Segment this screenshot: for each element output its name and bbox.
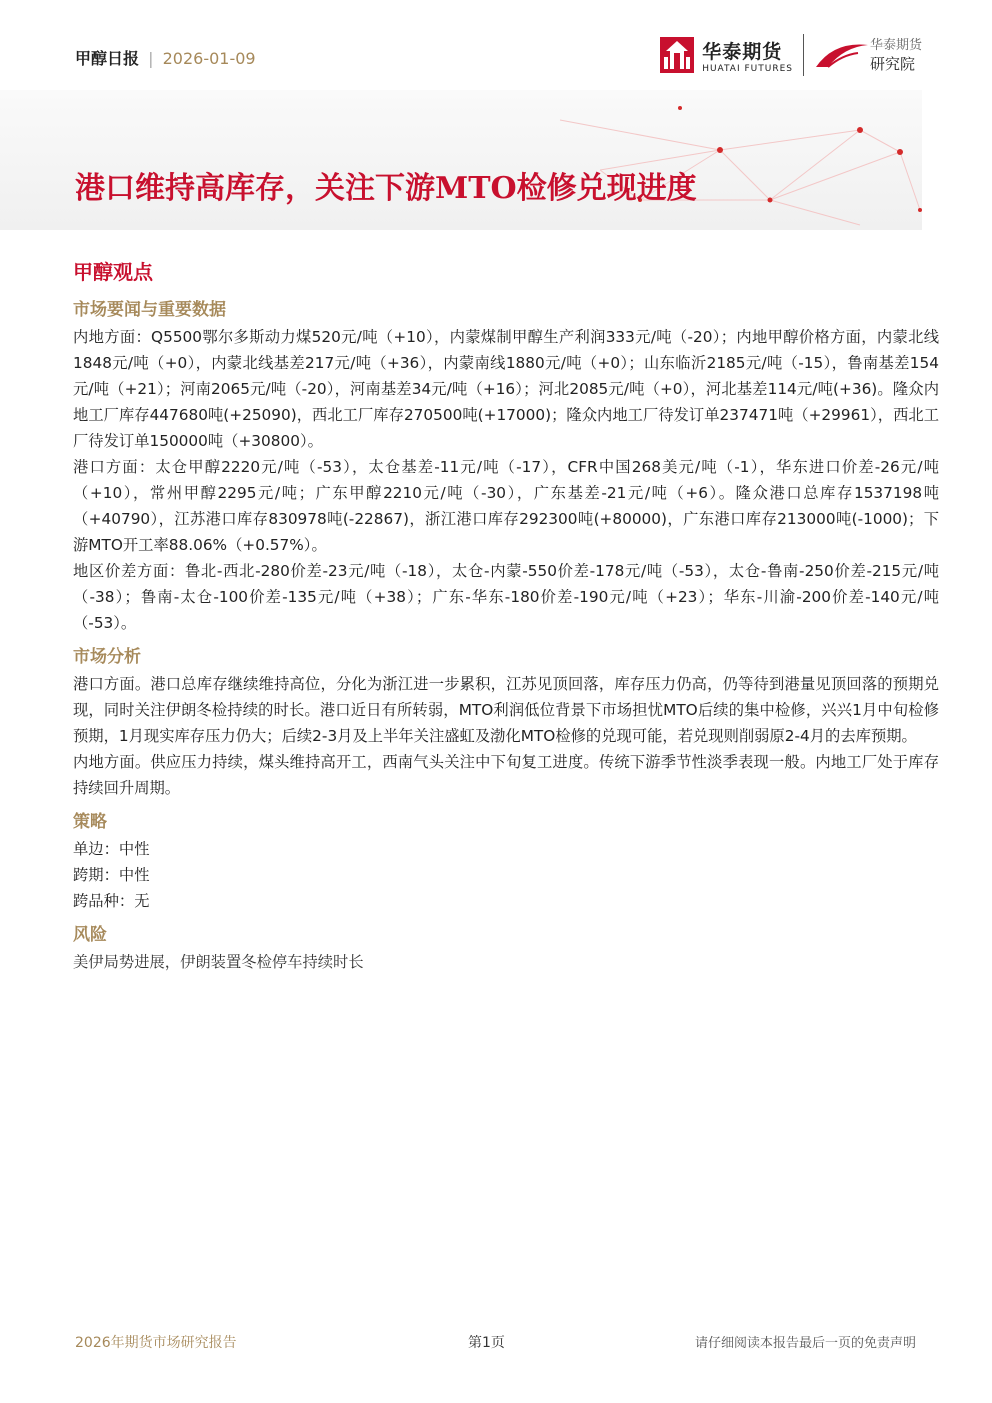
report-header xyxy=(75,46,256,69)
heading-market-analysis: 市场分析 xyxy=(73,647,141,667)
report-body xyxy=(73,256,939,975)
institute-swoosh-icon xyxy=(814,37,870,73)
paragraph-analysis-port: 港口方面。港口总库存继续维持高位，分化为浙江进一步累积，江苏见顶回落，库存压力仍高，仍等待到港量见顶回落的预期兑现，同时关注伊朗冬检持续的时长。港口近日有所转弱，MTO利润低位背景下市场担忧MTO后续的集中检修，兴兴1月中旬检修预期，1月现实库存压力仍大；后续2-3月及上半年关注盛虹及渤化MTO检修的兑现可能，若兑现则削弱原2-4月的去库预期。 xyxy=(73,675,939,745)
institute-logo xyxy=(814,37,922,73)
logo-en: HUATAI FUTURES xyxy=(702,63,793,74)
company-logos xyxy=(660,34,922,76)
institute-text xyxy=(870,37,922,73)
report-name: 甲醇日报 xyxy=(75,49,140,68)
strategy-cross-product: 跨品种：无 xyxy=(73,892,150,910)
page-footer xyxy=(75,1332,916,1356)
page-number: 第1页 xyxy=(468,1335,505,1351)
heading-market-news: 市场要闻与重要数据 xyxy=(73,300,226,320)
paragraph-inland: 内地方面：Q5500鄂尔多斯动力煤520元/吨（+10），内蒙煤制甲醇生产利润333元/吨（-20）；内地甲醇价格方面，内蒙北线1848元/吨（+0），内蒙北线基差217元/吨（+36），内蒙南线1880元/吨（+0）；山东临沂2185元/吨（-15），鲁南基差154元/吨（+21）；河南2065元/吨（-20），河南基差34元/吨（+16）；河北2085元/吨（+0），河北基差114元/吨(+36)。隆众内地工厂库存447680吨(+25090)，西北工厂库存270500吨(+17000)；隆众内地工厂待发订单237471吨（+29961），西北工厂待发订单150000吨（+30800）。 xyxy=(73,328,939,450)
huatai-logo-icon xyxy=(660,37,694,73)
footer-report-series: 2026年期货市场研究报告 xyxy=(75,1335,237,1351)
strategy-unilateral: 单边：中性 xyxy=(73,840,150,858)
paragraph-analysis-inland: 内地方面。供应压力持续，煤头维持高开工，西南气头关注中下旬复工进度。传统下游季节性淡季表现一般。内地工厂处于库存持续回升周期。 xyxy=(73,753,939,797)
logo-text-block xyxy=(702,37,793,74)
institute-line1: 华泰期货 xyxy=(869,38,922,53)
disclaimer-notice: 请仔细阅读本报告最后一页的免责声明 xyxy=(694,1336,916,1351)
paragraph-port: 港口方面：太仓甲醇2220元/吨（-53），太仓基差-11元/吨（-17），CFR中国268美元/吨（-1），华东进口价差-26元/吨（+10），常州甲醇2295元/吨；广东甲醇2210元/吨（-30），广东基差-21元/吨（+6）。隆众港口总库存1537198吨（+40790），江苏港口库存830978吨(-22867)，浙江港口库存292300吨(+80000)，广东港口库存213000吨(-1000)；下游MTO开工率88.06%（+0.57%）。 xyxy=(73,458,939,554)
header-separator: | xyxy=(148,49,154,68)
logo-cn: 华泰期货 xyxy=(702,40,783,63)
section-title-methanol-view: 甲醇观点 xyxy=(73,260,153,284)
institute-line2: 研究院 xyxy=(869,55,915,73)
report-date: 2026-01-09 xyxy=(162,49,256,68)
risk-text: 美伊局势进展，伊朗装置冬检停车持续时长 xyxy=(73,953,364,971)
network-graphic xyxy=(0,90,922,230)
heading-risk: 风险 xyxy=(73,925,107,945)
logo-divider xyxy=(803,34,804,76)
paragraph-regional-spread: 地区价差方面：鲁北-西北-280价差-23元/吨（-18），太仓-内蒙-550价差-178元/吨（-53），太仓-鲁南-250价差-215元/吨（-38）；鲁南-太仓-100价差-135元/吨（+38）；广东-华东-180价差-190元/吨（+23）；华东-川渝-200价差-140元/吨（-53）。 xyxy=(73,562,939,632)
strategy-intertemporal: 跨期：中性 xyxy=(73,866,150,884)
heading-strategy: 策略 xyxy=(73,812,107,832)
title-banner xyxy=(0,90,922,230)
report-title: 港口维持高库存，关注下游MTO检修兑现进度 xyxy=(75,171,697,206)
